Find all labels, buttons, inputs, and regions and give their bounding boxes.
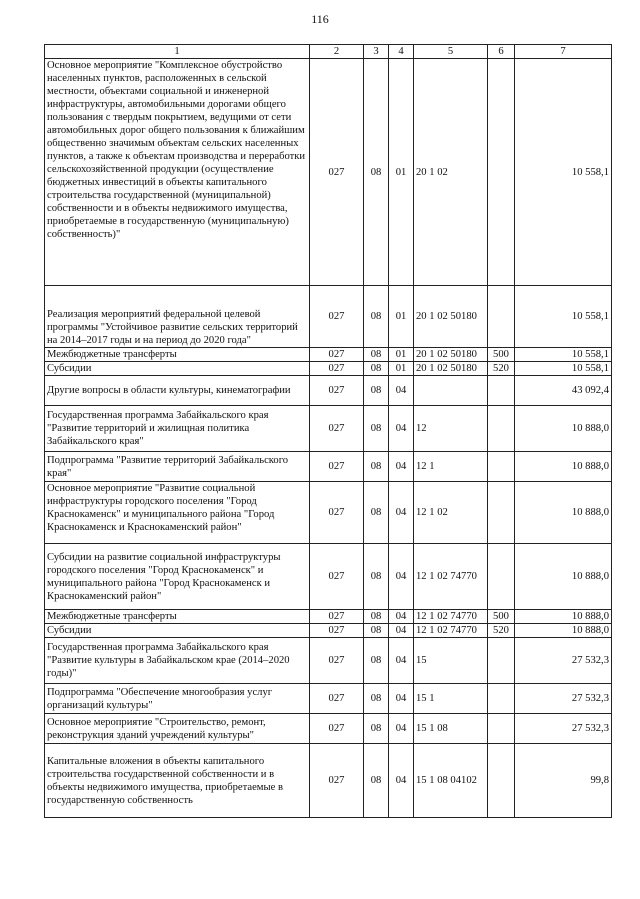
row-grbs: 027 (310, 59, 364, 286)
row-subsection: 04 (389, 406, 414, 452)
row-grbs: 027 (310, 744, 364, 818)
table-row (45, 744, 612, 818)
row-amount: 10 888,0 (515, 544, 612, 610)
row-section: 08 (364, 610, 389, 624)
row-grbs: 027 (310, 684, 364, 714)
row-target-article (414, 376, 488, 406)
row-section: 08 (364, 544, 389, 610)
row-subsection: 04 (389, 610, 414, 624)
row-expense-type (488, 286, 515, 348)
row-section: 08 (364, 59, 389, 286)
row-subsection: 04 (389, 638, 414, 684)
row-target-article: 20 1 02 50180 (414, 286, 488, 348)
row-section: 08 (364, 744, 389, 818)
page-number: 116 (311, 12, 329, 26)
row-target-article: 15 1 08 04102 (414, 744, 488, 818)
table-row (45, 684, 612, 714)
row-grbs: 027 (310, 482, 364, 544)
row-target-article: 12 (414, 406, 488, 452)
row-grbs: 027 (310, 544, 364, 610)
col-header-section: 3 (364, 45, 389, 59)
row-target-article: 15 1 (414, 684, 488, 714)
row-amount: 10 888,0 (515, 406, 612, 452)
table-row (45, 610, 612, 624)
row-target-article: 12 1 02 74770 (414, 624, 488, 638)
row-section: 08 (364, 624, 389, 638)
row-expense-type (488, 684, 515, 714)
row-grbs: 027 (310, 610, 364, 624)
row-section: 08 (364, 684, 389, 714)
row-subsection: 04 (389, 482, 414, 544)
col-header-target-article: 5 (414, 45, 488, 59)
row-target-article: 12 1 (414, 452, 488, 482)
col-header-grbs: 2 (310, 45, 364, 59)
row-expense-type: 500 (488, 610, 515, 624)
row-section: 08 (364, 376, 389, 406)
row-grbs: 027 (310, 376, 364, 406)
row-name: Реализация мероприятий федеральной целевой программы "Устойчивое развитие сельских территорий на 2014–2017 годы и на период до 2020 года" (45, 286, 310, 348)
row-name: Межбюджетные трансферты (45, 348, 310, 362)
table-row (45, 624, 612, 638)
row-grbs: 027 (310, 286, 364, 348)
table-row (45, 376, 612, 406)
col-header-expense-type: 6 (488, 45, 515, 59)
row-expense-type: 500 (488, 348, 515, 362)
row-amount: 27 532,3 (515, 684, 612, 714)
row-section: 08 (364, 362, 389, 376)
row-name: Основное мероприятие "Развитие социальной инфраструктуры городского поселения "Город Краснокаменск" и муниципального района "Город Краснокаменск и Краснокаменский район" (45, 482, 310, 544)
row-section: 08 (364, 286, 389, 348)
table-row (45, 362, 612, 376)
row-expense-type (488, 452, 515, 482)
row-amount: 10 558,1 (515, 362, 612, 376)
row-subsection: 04 (389, 452, 414, 482)
row-subsection: 04 (389, 744, 414, 818)
row-section: 08 (364, 638, 389, 684)
row-expense-type (488, 714, 515, 744)
row-target-article: 12 1 02 74770 (414, 544, 488, 610)
row-expense-type (488, 376, 515, 406)
row-section: 08 (364, 406, 389, 452)
col-header-name: 1 (45, 45, 310, 59)
row-grbs: 027 (310, 638, 364, 684)
row-section: 08 (364, 714, 389, 744)
row-name: Государственная программа Забайкальского края "Развитие культуры в Забайкальском крае (2014–2020 годы)" (45, 638, 310, 684)
table-row (45, 452, 612, 482)
row-amount: 10 888,0 (515, 452, 612, 482)
row-target-article: 12 1 02 74770 (414, 610, 488, 624)
row-grbs: 027 (310, 362, 364, 376)
row-grbs: 027 (310, 406, 364, 452)
row-amount: 10 558,1 (515, 348, 612, 362)
row-subsection: 04 (389, 684, 414, 714)
row-amount: 27 532,3 (515, 638, 612, 684)
row-grbs: 027 (310, 714, 364, 744)
table-row (45, 482, 612, 544)
table-row (45, 286, 612, 348)
row-name: Субсидии на развитие социальной инфраструктуры городского поселения "Город Краснокаменск" и муниципального района "Город Краснокаменск и Краснокаменский район" (45, 544, 310, 610)
row-expense-type (488, 744, 515, 818)
row-grbs: 027 (310, 624, 364, 638)
row-amount: 10 558,1 (515, 59, 612, 286)
row-expense-type (488, 406, 515, 452)
row-section: 08 (364, 482, 389, 544)
row-name: Другие вопросы в области культуры, кинематографии (45, 376, 310, 406)
row-expense-type (488, 544, 515, 610)
col-header-subsection: 4 (389, 45, 414, 59)
table-row (45, 638, 612, 684)
row-name: Основное мероприятие "Строительство, ремонт, реконструкция зданий учреждений культуры" (45, 714, 310, 744)
row-subsection: 04 (389, 544, 414, 610)
row-subsection: 01 (389, 286, 414, 348)
row-name: Государственная программа Забайкальского края "Развитие территорий и жилищная политика Забайкальского края" (45, 406, 310, 452)
row-expense-type (488, 638, 515, 684)
row-grbs: 027 (310, 452, 364, 482)
row-target-article: 20 1 02 50180 (414, 348, 488, 362)
col-header-amount: 7 (515, 45, 612, 59)
row-expense-type: 520 (488, 624, 515, 638)
table-row (45, 59, 612, 286)
row-subsection: 01 (389, 59, 414, 286)
row-subsection: 04 (389, 624, 414, 638)
row-subsection: 04 (389, 376, 414, 406)
row-name: Субсидии (45, 362, 310, 376)
row-target-article: 15 1 08 (414, 714, 488, 744)
table-header-row (45, 45, 612, 59)
row-amount: 10 558,1 (515, 286, 612, 348)
row-name: Межбюджетные трансферты (45, 610, 310, 624)
row-grbs: 027 (310, 348, 364, 362)
row-target-article: 20 1 02 (414, 59, 488, 286)
row-name: Капитальные вложения в объекты капитального строительства государственной собственности и в объекты недвижимого имущества, приобретаемые в государственную собственность (45, 744, 310, 818)
budget-table (44, 44, 612, 818)
table-row (45, 714, 612, 744)
row-name: Подпрограмма "Обеспечение многообразия услуг организаций культуры" (45, 684, 310, 714)
table-row (45, 544, 612, 610)
row-subsection: 04 (389, 714, 414, 744)
row-name: Основное мероприятие "Комплексное обустройство населенных пунктов, расположенных в сельской местности, объектами социальной и инженерной инфраструктуры, автомобильными дорогами общего пользования с твердым покрытием, ведущими от сети автомобильных дорог общего пользования к ближайшим общественно значимым объектам сельских населенных пунктов, а также к объектам производства и переработки сельскохозяйственной продукции (осуществление бюджетных инвестиций в объекты капитального строительства государственной (муниципальной) собственности и в объекты недвижимого имущества, приобретаемые в государственную (муниципальную) собственность)" (45, 59, 310, 286)
row-amount: 10 888,0 (515, 610, 612, 624)
row-expense-type (488, 482, 515, 544)
row-target-article: 20 1 02 50180 (414, 362, 488, 376)
table-row (45, 348, 612, 362)
row-expense-type (488, 59, 515, 286)
row-section: 08 (364, 452, 389, 482)
row-target-article: 12 1 02 (414, 482, 488, 544)
row-expense-type: 520 (488, 362, 515, 376)
row-amount: 10 888,0 (515, 482, 612, 544)
row-amount: 99,8 (515, 744, 612, 818)
table-row (45, 406, 612, 452)
row-target-article: 15 (414, 638, 488, 684)
row-section: 08 (364, 348, 389, 362)
row-name: Подпрограмма "Развитие территорий Забайкальского края" (45, 452, 310, 482)
row-name: Субсидии (45, 624, 310, 638)
row-amount: 10 888,0 (515, 624, 612, 638)
row-amount: 43 092,4 (515, 376, 612, 406)
row-subsection: 01 (389, 348, 414, 362)
row-subsection: 01 (389, 362, 414, 376)
row-amount: 27 532,3 (515, 714, 612, 744)
